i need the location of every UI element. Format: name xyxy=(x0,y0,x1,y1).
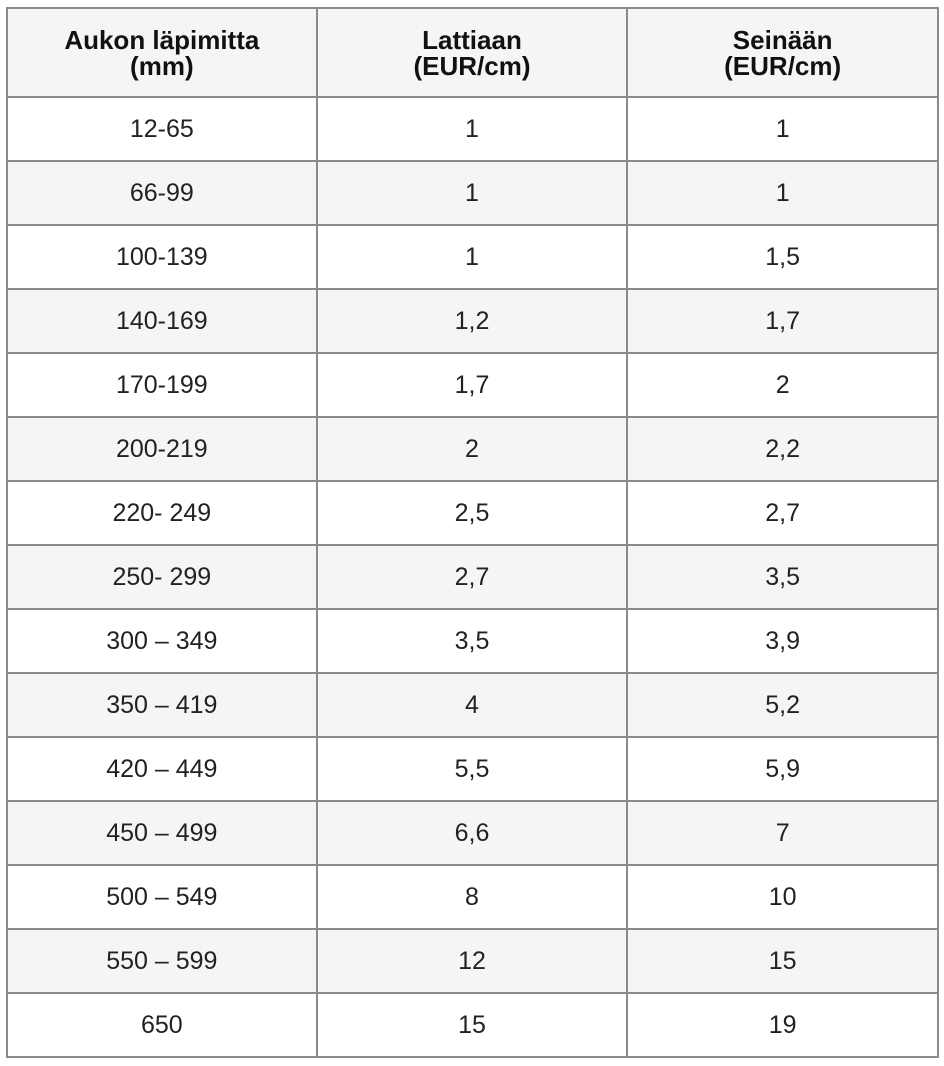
cell-floor-price: 2,7 xyxy=(317,545,628,609)
header-diameter-unit: (mm) xyxy=(130,50,194,81)
cell-floor-price: 15 xyxy=(317,993,628,1057)
cell-diameter: 220- 249 xyxy=(7,481,317,545)
header-wall-title: Seinään xyxy=(732,24,833,55)
header-wall-unit: (EUR/cm) xyxy=(724,50,842,81)
cell-floor-price: 1,7 xyxy=(317,353,628,417)
cell-floor-price: 3,5 xyxy=(317,609,628,673)
cell-wall-price: 1 xyxy=(627,161,938,225)
header-floor xyxy=(317,8,628,97)
table-row xyxy=(7,161,938,225)
header-diameter-title: Aukon läpimitta xyxy=(64,24,260,55)
cell-diameter: 350 – 419 xyxy=(7,673,317,737)
cell-diameter: 550 – 599 xyxy=(7,929,317,993)
cell-floor-price: 1 xyxy=(317,161,628,225)
header-floor-title: Lattiaan xyxy=(422,24,522,55)
table-row xyxy=(7,993,938,1057)
cell-floor-price: 12 xyxy=(317,929,628,993)
header-wall xyxy=(627,8,938,97)
cell-floor-price: 4 xyxy=(317,673,628,737)
table-row xyxy=(7,737,938,801)
cell-wall-price: 3,5 xyxy=(627,545,938,609)
cell-floor-price: 1,2 xyxy=(317,289,628,353)
cell-wall-price: 19 xyxy=(627,993,938,1057)
table-row xyxy=(7,929,938,993)
cell-diameter: 500 – 549 xyxy=(7,865,317,929)
cell-floor-price: 1 xyxy=(317,225,628,289)
cell-diameter: 12-65 xyxy=(7,97,317,161)
price-table xyxy=(6,7,939,1058)
table-row xyxy=(7,481,938,545)
table-row xyxy=(7,609,938,673)
cell-diameter: 170-199 xyxy=(7,353,317,417)
table-row xyxy=(7,801,938,865)
cell-wall-price: 1,7 xyxy=(627,289,938,353)
cell-floor-price: 2,5 xyxy=(317,481,628,545)
table-row xyxy=(7,865,938,929)
table-row xyxy=(7,545,938,609)
header-diameter xyxy=(7,8,317,97)
table-row xyxy=(7,417,938,481)
cell-wall-price: 15 xyxy=(627,929,938,993)
cell-floor-price: 8 xyxy=(317,865,628,929)
table-row xyxy=(7,289,938,353)
cell-floor-price: 1 xyxy=(317,97,628,161)
cell-diameter: 140-169 xyxy=(7,289,317,353)
cell-floor-price: 6,6 xyxy=(317,801,628,865)
cell-wall-price: 2 xyxy=(627,353,938,417)
cell-diameter: 100-139 xyxy=(7,225,317,289)
cell-diameter: 650 xyxy=(7,993,317,1057)
cell-diameter: 66-99 xyxy=(7,161,317,225)
cell-wall-price: 1,5 xyxy=(627,225,938,289)
header-row xyxy=(7,8,938,97)
cell-diameter: 450 – 499 xyxy=(7,801,317,865)
table-header xyxy=(7,8,938,97)
cell-wall-price: 5,2 xyxy=(627,673,938,737)
cell-wall-price: 10 xyxy=(627,865,938,929)
table-body xyxy=(7,97,938,1057)
cell-wall-price: 3,9 xyxy=(627,609,938,673)
table-row xyxy=(7,353,938,417)
cell-wall-price: 2,7 xyxy=(627,481,938,545)
cell-wall-price: 5,9 xyxy=(627,737,938,801)
table-row xyxy=(7,225,938,289)
header-floor-unit: (EUR/cm) xyxy=(413,50,531,81)
cell-wall-price: 7 xyxy=(627,801,938,865)
cell-diameter: 200-219 xyxy=(7,417,317,481)
cell-floor-price: 2 xyxy=(317,417,628,481)
cell-wall-price: 1 xyxy=(627,97,938,161)
table-row xyxy=(7,673,938,737)
cell-diameter: 420 – 449 xyxy=(7,737,317,801)
cell-diameter: 250- 299 xyxy=(7,545,317,609)
cell-diameter: 300 – 349 xyxy=(7,609,317,673)
cell-wall-price: 2,2 xyxy=(627,417,938,481)
cell-floor-price: 5,5 xyxy=(317,737,628,801)
table-row xyxy=(7,97,938,161)
